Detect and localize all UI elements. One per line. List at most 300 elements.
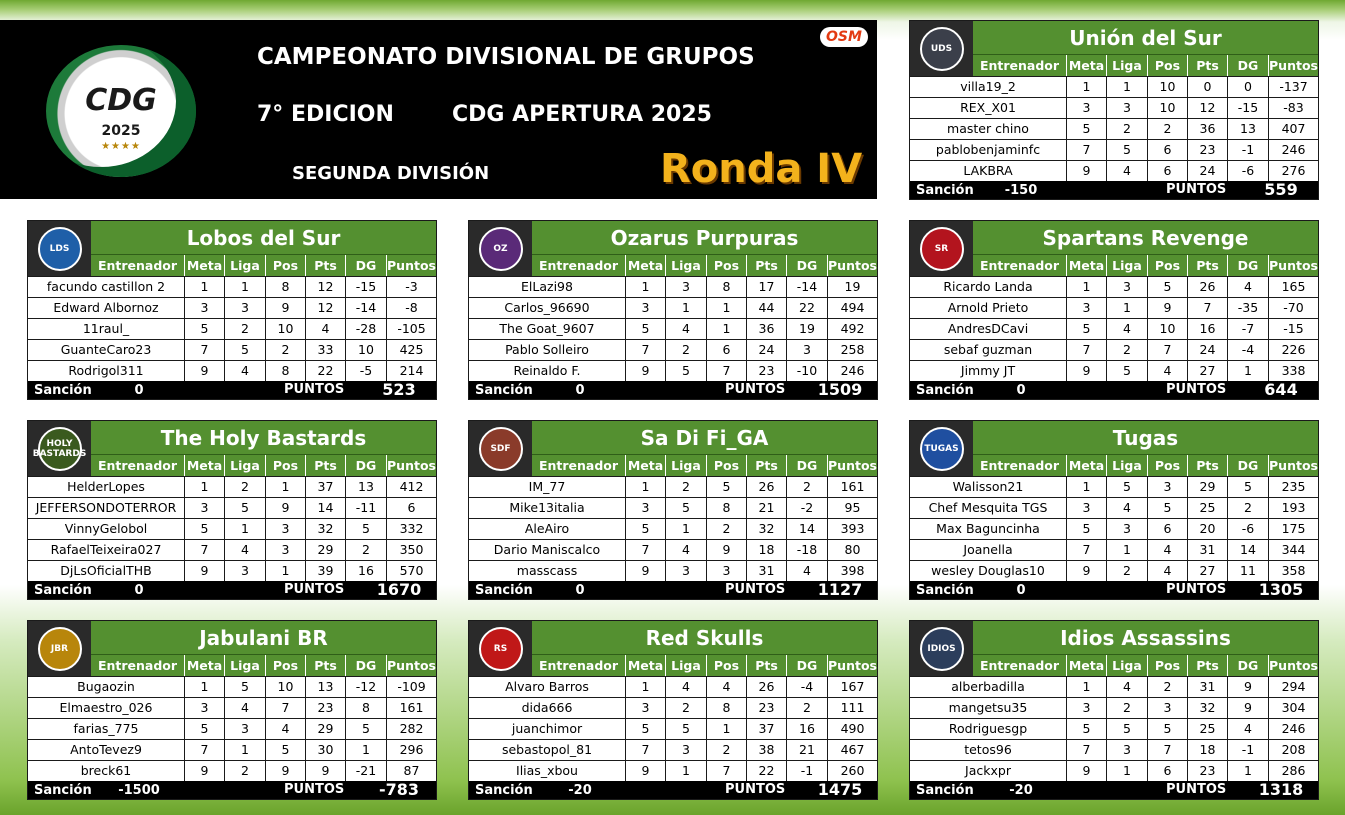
- cell-entrenador: The Goat_9607: [499, 321, 595, 336]
- header-puntos: Puntos: [1268, 455, 1318, 476]
- cell-dg: 9: [1227, 698, 1268, 718]
- cell-liga: 1: [1106, 298, 1147, 318]
- cell-entrenador: Max Baguncinha: [936, 521, 1040, 536]
- table-row: [910, 718, 1318, 739]
- cell-puntos: 570: [386, 561, 436, 581]
- sancion-value: 0: [1016, 383, 1026, 398]
- cell-pos: 5: [1147, 498, 1187, 518]
- cell-pos: 6: [1147, 519, 1187, 539]
- team-crest: [910, 221, 973, 276]
- cell-liga: 4: [224, 361, 265, 381]
- header-meta: Meta: [1066, 255, 1106, 276]
- cell-dg: -1: [1227, 740, 1268, 760]
- cell-meta: 3: [184, 298, 224, 318]
- cell-pts: 33: [305, 340, 345, 360]
- cell-entrenador: dida666: [521, 700, 573, 715]
- cell-pts: 25: [1187, 719, 1227, 739]
- sancion-label: Sanción: [916, 783, 974, 798]
- table-header: [532, 455, 877, 476]
- cell-pos: 6: [1147, 161, 1187, 181]
- cell-pts: 39: [305, 561, 345, 581]
- cell-meta: 5: [184, 519, 224, 539]
- cell-puntos: 175: [1268, 519, 1318, 539]
- cell-entrenador: 11raul_: [82, 321, 130, 336]
- cell-meta: 7: [1066, 740, 1106, 760]
- cell-puntos: -137: [1268, 77, 1318, 97]
- header-entrenador: Entrenador: [538, 258, 619, 273]
- assassins-crest-icon: IDIOS: [920, 627, 964, 671]
- puntos-label: PUNTOS: [1166, 782, 1227, 797]
- cell-dg: 13: [345, 477, 386, 497]
- table-header: [532, 255, 877, 276]
- table-row: [910, 97, 1318, 118]
- cell-dg: -4: [1227, 340, 1268, 360]
- table-row: [28, 539, 436, 560]
- team-name: Spartans Revenge: [973, 221, 1318, 255]
- cell-dg: -5: [345, 361, 386, 381]
- cell-dg: 9: [1227, 677, 1268, 697]
- header-puntos: Puntos: [827, 655, 877, 676]
- cell-puntos: 282: [386, 719, 436, 739]
- cell-dg: 13: [1227, 119, 1268, 139]
- header-pos: Pos: [706, 255, 746, 276]
- puntos-total: 1509: [817, 380, 863, 399]
- cell-puntos: 193: [1268, 498, 1318, 518]
- cell-liga: 4: [665, 540, 706, 560]
- cell-liga: 2: [665, 477, 706, 497]
- cell-liga: 5: [1106, 719, 1147, 739]
- cell-liga: 3: [224, 719, 265, 739]
- cell-entrenador: Rodriguesgp: [948, 721, 1028, 736]
- cell-puntos: -83: [1268, 98, 1318, 118]
- table-row: [28, 476, 436, 497]
- team-name: Idios Assassins: [973, 621, 1318, 655]
- table-body: [28, 676, 436, 781]
- cell-pos: 7: [1147, 340, 1187, 360]
- cell-pos: 2: [265, 340, 305, 360]
- header-meta: Meta: [625, 255, 665, 276]
- cell-entrenador: AndresDCavi: [947, 321, 1029, 336]
- sancion-label: Sanción: [34, 383, 92, 398]
- cell-pos: 1: [265, 477, 305, 497]
- cell-pos: 3: [1147, 698, 1187, 718]
- cell-liga: 2: [665, 698, 706, 718]
- cell-meta: 9: [184, 561, 224, 581]
- cell-entrenador: HelderLopes: [67, 479, 145, 494]
- puntos-label: PUNTOS: [1166, 382, 1227, 397]
- header-dg: DG: [1227, 255, 1268, 276]
- team-name: Red Skulls: [532, 621, 877, 655]
- cell-liga: 3: [665, 740, 706, 760]
- cell-dg: 3: [786, 340, 827, 360]
- cell-pos: 2: [706, 740, 746, 760]
- cell-liga: 3: [1106, 98, 1147, 118]
- cell-puntos: 412: [386, 477, 436, 497]
- cell-liga: 1: [224, 519, 265, 539]
- cell-pts: 9: [305, 761, 345, 781]
- cell-meta: 7: [184, 740, 224, 760]
- header-dg: DG: [786, 255, 827, 276]
- cell-meta: 1: [625, 677, 665, 697]
- cell-pts: 36: [746, 319, 786, 339]
- cell-entrenador: Rodrigol311: [68, 363, 144, 378]
- cell-entrenador: facundo castillon 2: [46, 279, 166, 294]
- cell-meta: 9: [625, 361, 665, 381]
- cell-pos: 8: [706, 277, 746, 297]
- header-pos: Pos: [1147, 255, 1187, 276]
- cell-pts: 26: [746, 477, 786, 497]
- team-name: The Holy Bastards: [91, 421, 436, 455]
- cell-pts: 17: [746, 277, 786, 297]
- puntos-label: PUNTOS: [1166, 182, 1227, 197]
- cell-pos: 5: [265, 740, 305, 760]
- header-puntos: Puntos: [827, 255, 877, 276]
- cell-dg: 14: [1227, 540, 1268, 560]
- cell-meta: 1: [625, 277, 665, 297]
- table-row: [28, 676, 436, 697]
- cell-puntos: 260: [827, 761, 877, 781]
- cell-puntos: 208: [1268, 740, 1318, 760]
- table-row: [28, 739, 436, 760]
- cell-dg: -7: [1227, 319, 1268, 339]
- cell-liga: 3: [1106, 277, 1147, 297]
- table-header: [91, 255, 436, 276]
- header-dg: DG: [1227, 455, 1268, 476]
- cell-dg: -14: [786, 277, 827, 297]
- team-footer: [28, 581, 436, 599]
- cell-pts: 37: [305, 477, 345, 497]
- cell-entrenador: villa19_2: [960, 79, 1016, 94]
- cell-puntos: 407: [1268, 119, 1318, 139]
- cell-meta: 9: [184, 761, 224, 781]
- cell-liga: 5: [665, 361, 706, 381]
- team-footer: [469, 581, 877, 599]
- cell-puntos: 494: [827, 298, 877, 318]
- cell-meta: 5: [184, 319, 224, 339]
- team-footer: [910, 781, 1318, 799]
- header-dg: DG: [786, 655, 827, 676]
- cell-entrenador: Elmaestro_026: [59, 700, 153, 715]
- team-name: Unión del Sur: [973, 21, 1318, 55]
- cell-entrenador: Edward Albornoz: [53, 300, 159, 315]
- table-row: [28, 518, 436, 539]
- table-row: [910, 160, 1318, 181]
- cell-entrenador: Arnold Prieto: [947, 300, 1029, 315]
- team-footer: [28, 781, 436, 799]
- sancion-value: -20: [568, 783, 592, 798]
- header-dg: DG: [345, 455, 386, 476]
- cell-entrenador: tetos96: [964, 742, 1012, 757]
- wolf-crest-icon: UDS: [920, 27, 964, 71]
- cell-pts: 25: [1187, 498, 1227, 518]
- cell-meta: 5: [184, 719, 224, 739]
- cell-liga: 4: [665, 677, 706, 697]
- cell-meta: 3: [1066, 698, 1106, 718]
- cell-pts: 32: [746, 519, 786, 539]
- sancion-label: Sanción: [916, 383, 974, 398]
- cell-pos: 2: [706, 519, 746, 539]
- cell-pos: 10: [265, 677, 305, 697]
- header-dg: DG: [1227, 655, 1268, 676]
- cell-liga: 1: [665, 519, 706, 539]
- cell-pts: 23: [1187, 140, 1227, 160]
- table-body: [469, 676, 877, 781]
- table-row: [469, 760, 877, 781]
- cell-meta: 5: [1066, 319, 1106, 339]
- table-row: [28, 560, 436, 581]
- cell-meta: 7: [184, 540, 224, 560]
- team-card: [909, 620, 1319, 800]
- cell-puntos: 294: [1268, 677, 1318, 697]
- cell-entrenador: Bugaozin: [77, 679, 135, 694]
- cell-pos: 4: [1147, 540, 1187, 560]
- header-pos: Pos: [706, 455, 746, 476]
- team-card: [468, 220, 878, 400]
- table-row: [28, 760, 436, 781]
- team-card: [27, 620, 437, 800]
- cell-puntos: 490: [827, 719, 877, 739]
- sancion-value: 0: [575, 383, 585, 398]
- cell-dg: -1: [786, 761, 827, 781]
- header-dg: DG: [1227, 55, 1268, 76]
- table-body: [910, 676, 1318, 781]
- cell-entrenador: Alvaro Barros: [505, 679, 589, 694]
- cell-puntos: 161: [827, 477, 877, 497]
- cell-pos: 1: [265, 561, 305, 581]
- team-card: [27, 420, 437, 600]
- header-meta: Meta: [1066, 455, 1106, 476]
- cell-entrenador: wesley Douglas10: [931, 563, 1045, 578]
- sancion-label: Sanción: [916, 583, 974, 598]
- table-row: [469, 476, 877, 497]
- cell-puntos: 214: [386, 361, 436, 381]
- cell-pts: 18: [746, 540, 786, 560]
- header-pts: Pts: [1187, 255, 1227, 276]
- header-liga: Liga: [1106, 455, 1147, 476]
- cell-entrenador: Reinaldo F.: [513, 363, 581, 378]
- puntos-total: 559: [1264, 180, 1298, 199]
- sancion-label: Sanción: [475, 583, 533, 598]
- header-puntos: Puntos: [386, 255, 436, 276]
- team-crest: [910, 421, 973, 476]
- header-pts: Pts: [305, 655, 345, 676]
- cell-pos: 3: [265, 519, 305, 539]
- cell-meta: 9: [625, 761, 665, 781]
- cell-puntos: 332: [386, 519, 436, 539]
- puntos-total: 1305: [1258, 580, 1304, 599]
- cell-entrenador: Pablo Solleiro: [505, 342, 589, 357]
- header-entrenador: Entrenador: [979, 258, 1060, 273]
- banner-apertura: CDG APERTURA 2025: [452, 102, 712, 127]
- table-row: [469, 697, 877, 718]
- cell-pts: 24: [746, 340, 786, 360]
- puntos-label: PUNTOS: [725, 382, 786, 397]
- cell-meta: 5: [625, 519, 665, 539]
- cell-meta: 5: [1066, 119, 1106, 139]
- header-pos: Pos: [265, 655, 305, 676]
- cell-dg: -15: [1227, 98, 1268, 118]
- cell-pts: 23: [746, 361, 786, 381]
- cell-meta: 5: [625, 319, 665, 339]
- cell-puntos: 338: [1268, 361, 1318, 381]
- team-footer: [469, 381, 877, 399]
- cell-pos: 6: [706, 340, 746, 360]
- header-liga: Liga: [1106, 255, 1147, 276]
- cell-meta: 3: [625, 298, 665, 318]
- cell-pts: 31: [1187, 540, 1227, 560]
- jabulani-crest-icon: JBR: [38, 627, 82, 671]
- puntos-label: PUNTOS: [1166, 582, 1227, 597]
- cell-pos: 3: [265, 540, 305, 560]
- header-meta: Meta: [184, 455, 224, 476]
- cell-liga: 4: [1106, 319, 1147, 339]
- cell-meta: 7: [184, 340, 224, 360]
- cell-pts: 29: [305, 719, 345, 739]
- header-entrenador: Entrenador: [97, 658, 178, 673]
- team-crest: [469, 221, 532, 276]
- cell-pos: 8: [265, 361, 305, 381]
- cell-pos: 8: [265, 277, 305, 297]
- table-row: [28, 276, 436, 297]
- cell-pts: 13: [305, 677, 345, 697]
- cell-puntos: 226: [1268, 340, 1318, 360]
- team-card: [468, 620, 878, 800]
- puntos-total: 1318: [1258, 780, 1304, 799]
- cell-pos: 9: [706, 540, 746, 560]
- cell-liga: 5: [224, 677, 265, 697]
- team-crest: [469, 421, 532, 476]
- table-body: [910, 476, 1318, 581]
- header-pts: Pts: [746, 255, 786, 276]
- cell-puntos: 350: [386, 540, 436, 560]
- cell-liga: 5: [665, 498, 706, 518]
- cell-puntos: 398: [827, 561, 877, 581]
- sancion-value: 0: [134, 383, 144, 398]
- puntos-total: -783: [378, 780, 420, 799]
- cell-pts: 31: [1187, 677, 1227, 697]
- cell-meta: 3: [184, 698, 224, 718]
- sancion-value: -20: [1009, 783, 1033, 798]
- cell-puntos: 161: [386, 698, 436, 718]
- cell-puntos: 19: [827, 277, 877, 297]
- header-entrenador: Entrenador: [979, 458, 1060, 473]
- header-entrenador: Entrenador: [97, 258, 178, 273]
- cell-entrenador: Chef Mesquita TGS: [928, 500, 1048, 515]
- header-pts: Pts: [1187, 655, 1227, 676]
- cell-dg: 2: [1227, 498, 1268, 518]
- team-card: [909, 220, 1319, 400]
- spartans-crest-icon: SR: [920, 227, 964, 271]
- table-header: [973, 55, 1318, 76]
- cell-puntos: 492: [827, 319, 877, 339]
- cell-entrenador: REX_X01: [960, 100, 1016, 115]
- cell-liga: 2: [1106, 698, 1147, 718]
- cell-meta: 7: [1066, 540, 1106, 560]
- cell-puntos: 111: [827, 698, 877, 718]
- cell-pts: 16: [1187, 319, 1227, 339]
- cell-dg: -12: [345, 677, 386, 697]
- cell-liga: 5: [1106, 361, 1147, 381]
- sancion-label: Sanción: [34, 783, 92, 798]
- cell-pos: 4: [265, 719, 305, 739]
- cell-liga: 2: [1106, 340, 1147, 360]
- table-body: [469, 276, 877, 381]
- sancion-label: Sanción: [475, 383, 533, 398]
- cell-meta: 3: [184, 498, 224, 518]
- sadifiga-crest-icon: SDF: [479, 427, 523, 471]
- cell-puntos: 95: [827, 498, 877, 518]
- cell-pts: 0: [1187, 77, 1227, 97]
- cell-liga: 3: [224, 561, 265, 581]
- cell-puntos: 258: [827, 340, 877, 360]
- header-liga: Liga: [665, 255, 706, 276]
- cell-entrenador: Dario Maniscalco: [493, 542, 601, 557]
- cell-pts: 26: [1187, 277, 1227, 297]
- cell-dg: -14: [345, 298, 386, 318]
- cell-puntos: -15: [1268, 319, 1318, 339]
- cell-meta: 7: [1066, 340, 1106, 360]
- puntos-total: 1127: [817, 580, 863, 599]
- cell-pts: 29: [1187, 477, 1227, 497]
- cell-liga: 2: [224, 319, 265, 339]
- table-row: [469, 276, 877, 297]
- cell-entrenador: JEFFERSONDOTERROR: [35, 500, 177, 515]
- cell-entrenador: mangetsu35: [948, 700, 1028, 715]
- cell-liga: 1: [1106, 540, 1147, 560]
- table-row: [910, 518, 1318, 539]
- cell-puntos: 235: [1268, 477, 1318, 497]
- cell-puntos: 246: [827, 361, 877, 381]
- table-body: [910, 276, 1318, 381]
- cell-pts: 23: [305, 698, 345, 718]
- team-name: Ozarus Purpuras: [532, 221, 877, 255]
- team-crest: [28, 621, 91, 676]
- cell-entrenador: pablobenjaminfc: [935, 142, 1041, 157]
- cell-pts: 44: [746, 298, 786, 318]
- cell-meta: 1: [1066, 77, 1106, 97]
- header-dg: DG: [786, 455, 827, 476]
- header-puntos: Puntos: [386, 455, 436, 476]
- cell-puntos: 167: [827, 677, 877, 697]
- cell-puntos: 246: [1268, 719, 1318, 739]
- header-liga: Liga: [1106, 655, 1147, 676]
- cell-meta: 3: [1066, 498, 1106, 518]
- table-row: [910, 739, 1318, 760]
- cell-puntos: 344: [1268, 540, 1318, 560]
- cell-dg: -11: [345, 498, 386, 518]
- table-header: [973, 455, 1318, 476]
- cell-pts: 26: [746, 677, 786, 697]
- cell-meta: 1: [625, 477, 665, 497]
- table-row: [469, 497, 877, 518]
- cell-pos: 9: [265, 761, 305, 781]
- header-entrenador: Entrenador: [538, 658, 619, 673]
- cell-dg: 4: [1227, 719, 1268, 739]
- cell-pos: 10: [1147, 319, 1187, 339]
- cell-entrenador: Joanella: [963, 542, 1013, 557]
- team-footer: [910, 581, 1318, 599]
- table-row: [469, 318, 877, 339]
- table-row: [469, 518, 877, 539]
- header-meta: Meta: [184, 255, 224, 276]
- cell-entrenador: ElLazi98: [521, 279, 573, 294]
- team-card: [909, 420, 1319, 600]
- header-liga: Liga: [1106, 55, 1147, 76]
- cell-meta: 1: [184, 477, 224, 497]
- cell-meta: 9: [625, 561, 665, 581]
- header-pts: Pts: [1187, 455, 1227, 476]
- cell-pts: 24: [1187, 340, 1227, 360]
